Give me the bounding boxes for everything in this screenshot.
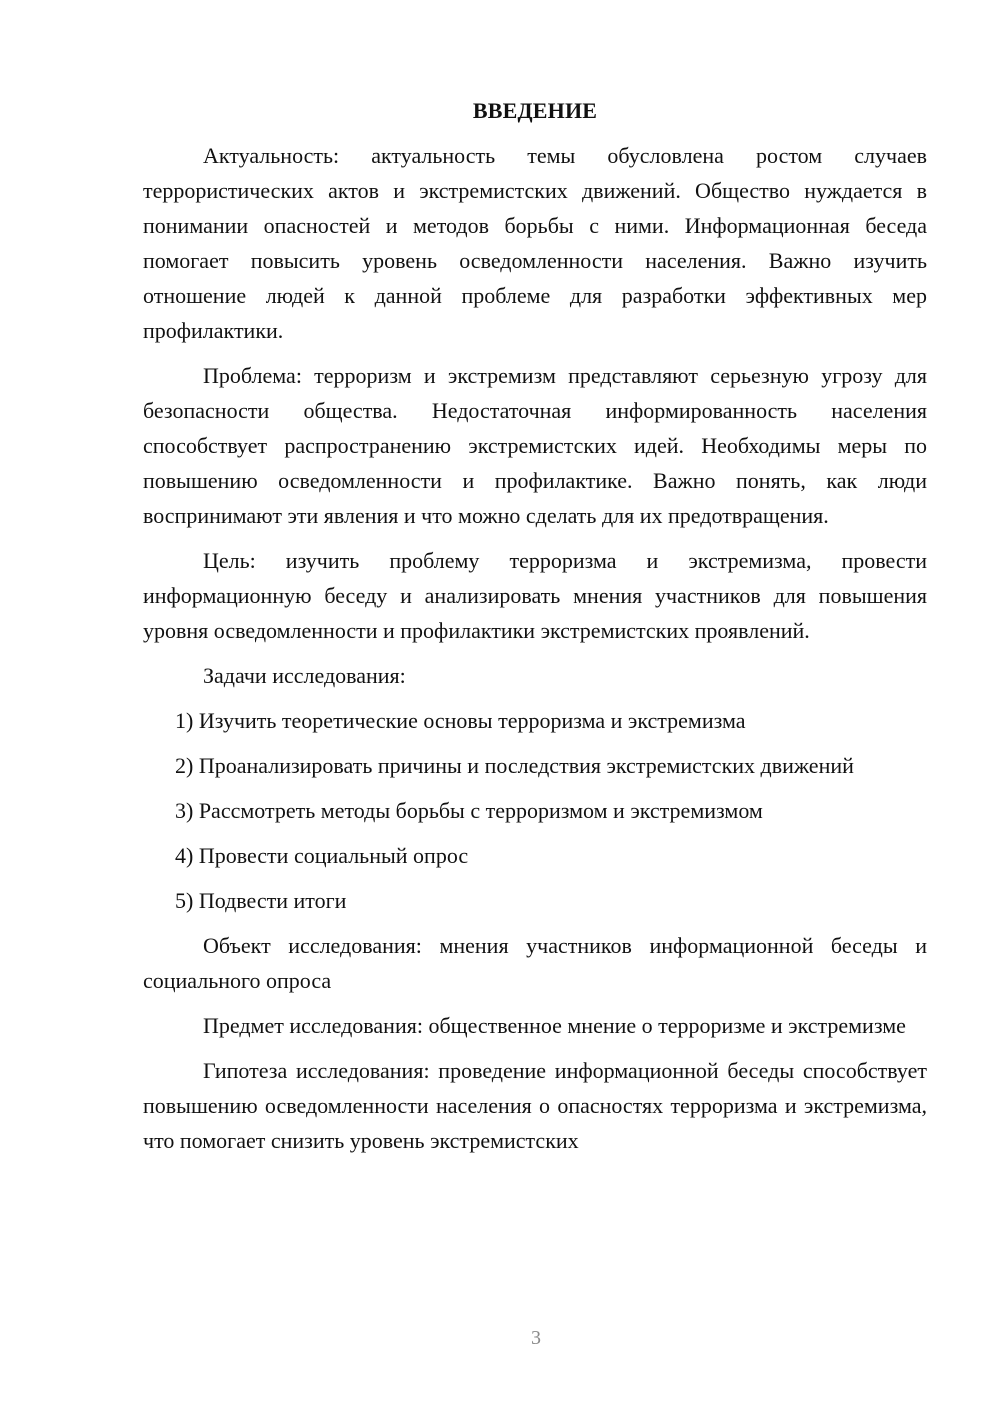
task-item: 3) Рассмотреть методы борьбы с терроризмом и экстремизмом [175, 798, 763, 823]
tasks-heading: Задачи исследования: [203, 663, 406, 688]
object-paragraph: Объект исследования: мнения участников информационной беседы и социального опроса [143, 933, 927, 993]
page-content [143, 93, 927, 1168]
goal-paragraph: Цель: изучить проблему терроризма и экстремизма, провести информационную беседу и анализировать мнения участников для повышения уровня осведомленности и профилактики экстремистских проявлений. [143, 548, 927, 643]
task-item: 2) Проанализировать причины и последствия экстремистских движений [175, 753, 854, 778]
task-item: 1) Изучить теоретические основы терроризма и экстремизма [175, 708, 746, 733]
hypothesis-paragraph: Гипотеза исследования: проведение информационной беседы способствует повышению осведомленности населения о опасностях терроризма и экстремизма, что помогает снизить уровень экстремистских [143, 1058, 927, 1153]
relevance-paragraph: Актуальность: актуальность темы обусловлена ростом случаев террористических актов и экстремистских движений. Общество нуждается в понимании опасностей и методов борьбы с ними. Информационная беседа помогает повысить уровень осведомленности населения. Важно изучить отношение людей к данной проблеме для разработки эффективных мер профилактики. [143, 143, 927, 343]
section-title: ВВЕДЕНИЕ [472, 98, 598, 123]
task-item: 5) Подвести итоги [175, 888, 347, 913]
problem-paragraph: Проблема: терроризм и экстремизм представляют серьезную угрозу для безопасности общества. Недостаточная информированность населения способствует распространению экстремистских идей. Необходимы меры по повышению осведомленности и профилактике. Важно понять, как люди воспринимают эти явления и что можно сделать для их предотвращения. [143, 363, 927, 528]
task-item: 4) Провести социальный опрос [175, 843, 469, 868]
page-number: 3 [531, 1327, 541, 1349]
subject-paragraph: Предмет исследования: общественное мнение о терроризме и экстремизме [203, 1013, 906, 1038]
